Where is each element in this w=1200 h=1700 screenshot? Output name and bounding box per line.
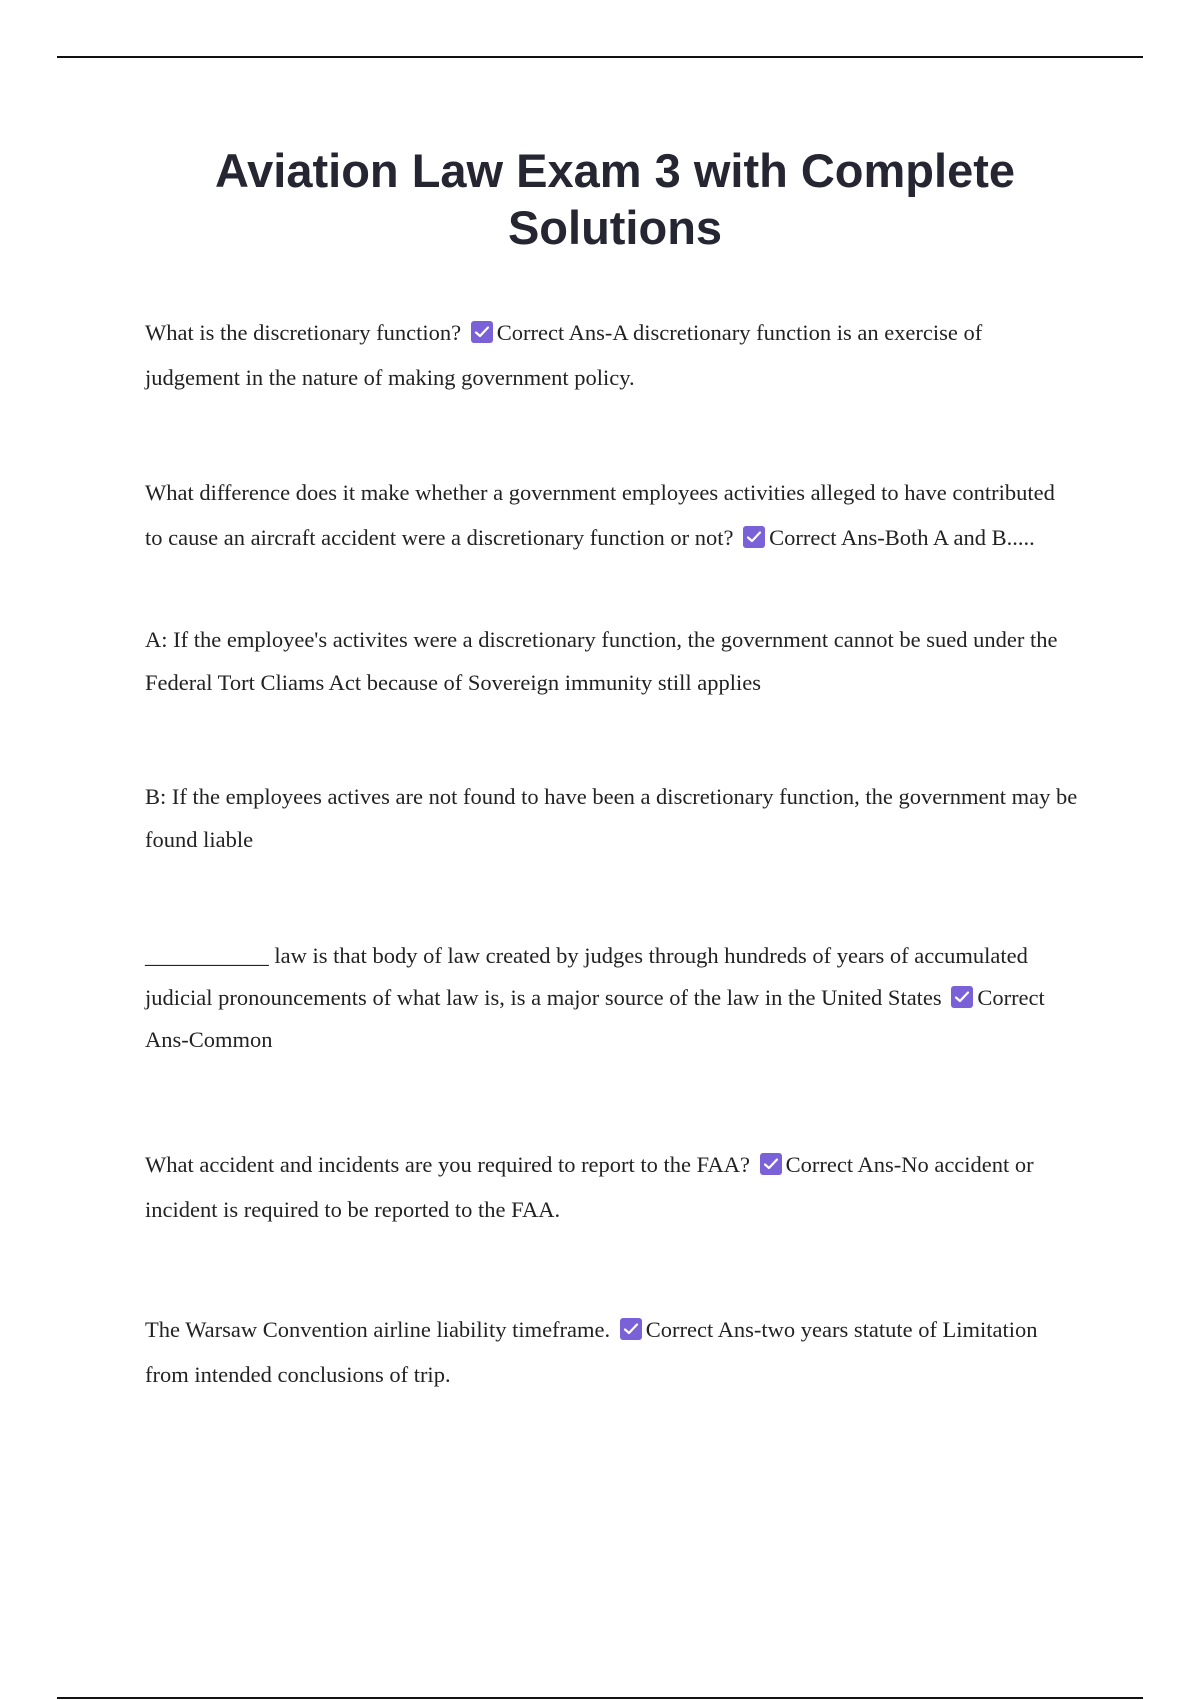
qa-item-4 (145, 1142, 1090, 1232)
answer-text: Correct Ans-No accident or incident is required to be reported to the FAA. (145, 1152, 1034, 1222)
question-text: What difference does it make whether a government employees activities alleged to have contributed to cause an aircraft accident were a discretionary function or not? (145, 480, 1055, 550)
question-text: What accident and incidents are you required to report to the FAA? (145, 1152, 750, 1177)
check-box-icon (760, 1153, 782, 1175)
check-box-icon (620, 1318, 642, 1340)
page-title: Aviation Law Exam 3 with Complete Solutions (214, 144, 1016, 254)
question-text: The Warsaw Convention airline liability timeframe. (145, 1317, 611, 1342)
bottom-rule (57, 1697, 1143, 1699)
qa-item-5 (145, 1307, 1045, 1397)
answer-text: Correct Ans-Common (145, 985, 1045, 1052)
check-box-icon (743, 526, 765, 548)
question-text: ___________ law is that body of law created by judges through hundreds of years of accumulated judicial pronouncements of what law is, is a major source of the law in the United States (145, 943, 1028, 1010)
qa-item-1 (145, 310, 1065, 400)
answer-text: Correct Ans-A discretionary function is an exercise of judgement in the nature of making government policy. (145, 320, 983, 390)
qa-item-2-option-a: A: If the employee's activites were a discretionary function, the government cannot be sued under the Federal Tort Cliams Act because of Sovereign immunity still applies (145, 627, 1058, 695)
check-box-icon (471, 321, 493, 343)
qa-item-3 (145, 935, 1090, 1061)
top-rule (57, 56, 1143, 58)
check-box-icon (951, 986, 973, 1008)
qa-item-2 (145, 470, 1075, 560)
qa-item-2-option-b: B: If the employees actives are not found to have been a discretionary function, the government may be found liable (145, 784, 1078, 852)
answer-text: Correct Ans-two years statute of Limitation from intended conclusions of trip. (145, 1317, 1038, 1387)
answer-text: Correct Ans-Both A and B..... (769, 525, 1035, 550)
question-text: What is the discretionary function? (145, 320, 462, 345)
